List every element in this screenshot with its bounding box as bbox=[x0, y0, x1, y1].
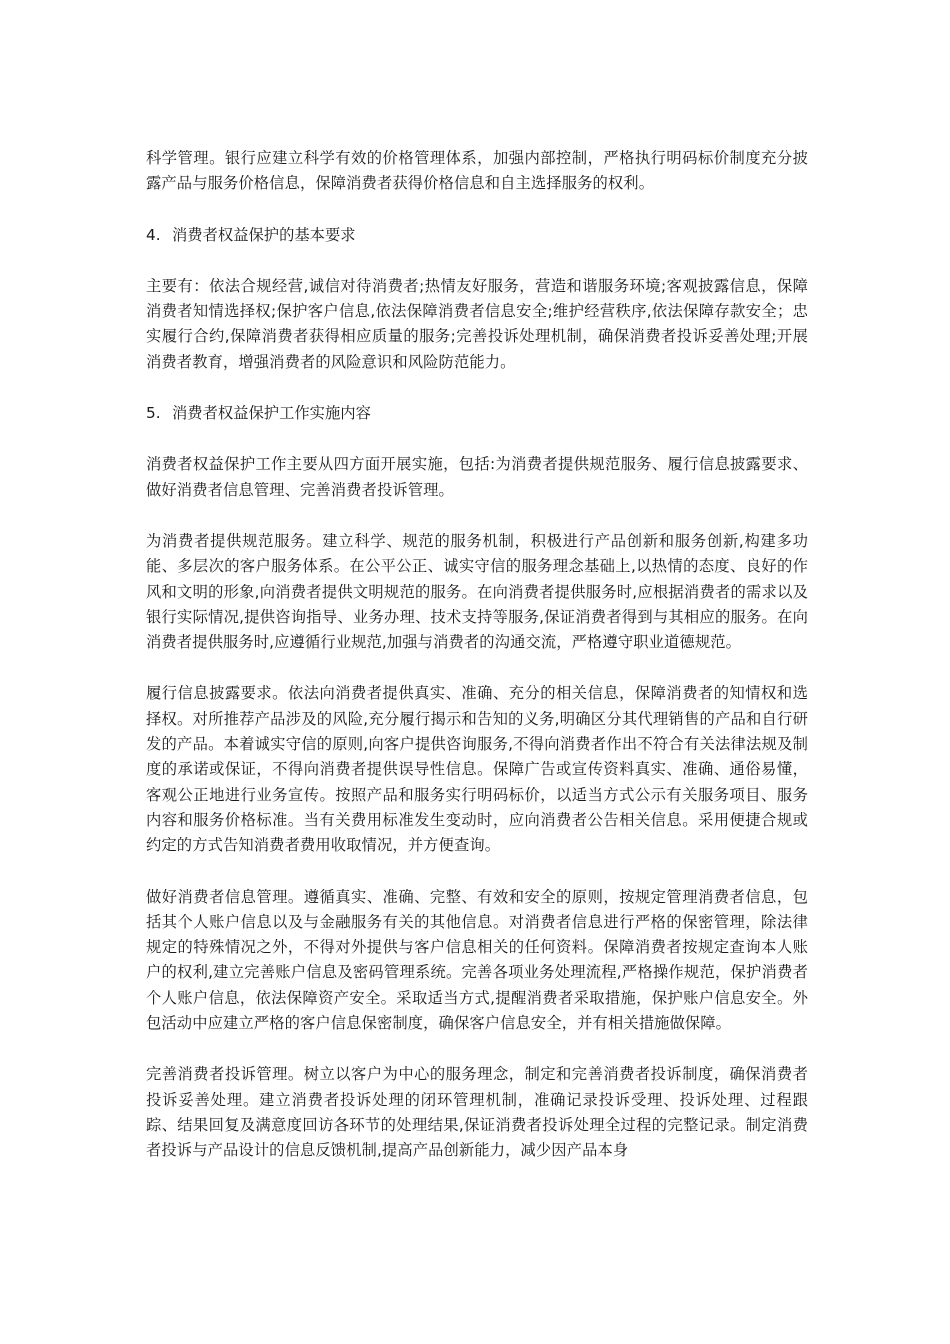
section-5-number: 5. bbox=[146, 404, 161, 423]
section-5-paragraph: 完善消费者投诉管理。树立以客户为中心的服务理念，制定和完善消费者投诉制度，确保消费者投诉妥善处理。建立消费者投诉处理的闭环管理机制，准确记录投诉受理、投诉处理、过程跟踪、结果回复及满意度回访各环节的处理结果,保证消费者投诉处理全过程的完整记录。制定消费者投诉与产品设计的信息反馈机制,提高产品创新能力，减少因产品本身 bbox=[146, 1065, 808, 1160]
section-5-paragraph: 履行信息披露要求。依法向消费者提供真实、准确、充分的相关信息，保障消费者的知情权和选择权。对所推荐产品涉及的风险,充分履行揭示和告知的义务,明确区分其代理销售的产品和自行研发的产品。本着诚实守信的原则,向客户提供咨询服务,不得向消费者作出不符合有关法律法规及制度的承诺或保证，不得向消费者提供误导性信息。保障广告或宣传资料真实、准确、通俗易懂，客观公正地进行业务宣传。按照产品和服务实行明码标价，以适当方式公示有关服务项目、服务内容和服务价格标准。当有关费用标准发生变动时，应向消费者公告相关信息。采用便捷合规或约定的方式告知消费者费用收取情况，并方便查询。 bbox=[146, 684, 808, 855]
section-5-paragraph: 消费者权益保护工作主要从四方面开展实施，包括:为消费者提供规范服务、履行信息披露要求、做好消费者信息管理、完善消费者投诉管理。 bbox=[146, 455, 808, 499]
section-4-number: 4. bbox=[146, 225, 161, 244]
section-5-title: 消费者权益保护工作实施内容 bbox=[172, 404, 371, 423]
section-4-heading bbox=[146, 223, 808, 248]
section-5-paragraph: 为消费者提供规范服务。建立科学、规范的服务机制，积极进行产品创新和服务创新,构建多功能、多层次的客户服务体系。在公平公正、诚实守信的服务理念基础上,以热情的态度、良好的作风和文明的形象,向消费者提供文明规范的服务。在向消费者提供服务时,应根据消费者的需求以及银行实际情况,提供咨询指导、业务办理、技术支持等服务,保证消费者得到与其相应的服务。在向消费者提供服务时,应遵循行业规范,加强与消费者的沟通交流，严格遵守职业道德规范。 bbox=[146, 531, 808, 652]
section-4-title: 消费者权益保护的基本要求 bbox=[172, 225, 356, 244]
section-4-body: 主要有：依法合规经营,诚信对待消费者;热情友好服务，营造和谐服务环境;客观披露信息，保障消费者知情选择权;保护客户信息,依法保障消费者信息安全;维护经营秩序,依法保障存款安全；忠实履行合约,保障消费者获得相应质量的服务;完善投诉处理机制，确保消费者投诉妥善处理;开展消费者教育，增强消费者的风险意识和风险防范能力。 bbox=[146, 276, 808, 371]
section-5-paragraph: 做好消费者信息管理。遵循真实、准确、完整、有效和安全的原则，按规定管理消费者信息，包括其个人账户信息以及与金融服务有关的其他信息。对消费者信息进行严格的保密管理，除法律规定的特殊情况之外，不得对外提供与客户信息相关的任何资料。保障消费者按规定查询本人账户的权利,建立完善账户信息及密码管理系统。完善各项业务处理流程,严格操作规范，保护消费者个人账户信息，依法保障资产安全。采取适当方式,提醒消费者采取措施，保护账户信息安全。外包活动中应建立严格的客户信息保密制度，确保客户信息安全，并有相关措施做保障。 bbox=[146, 887, 808, 1033]
document-page bbox=[146, 146, 808, 1190]
section-5-heading bbox=[146, 401, 808, 426]
intro-paragraph: 科学管理。银行应建立科学有效的价格管理体系，加强内部控制，严格执行明码标价制度充分披露产品与服务价格信息，保障消费者获得价格信息和自主选择服务的权利。 bbox=[146, 149, 808, 193]
